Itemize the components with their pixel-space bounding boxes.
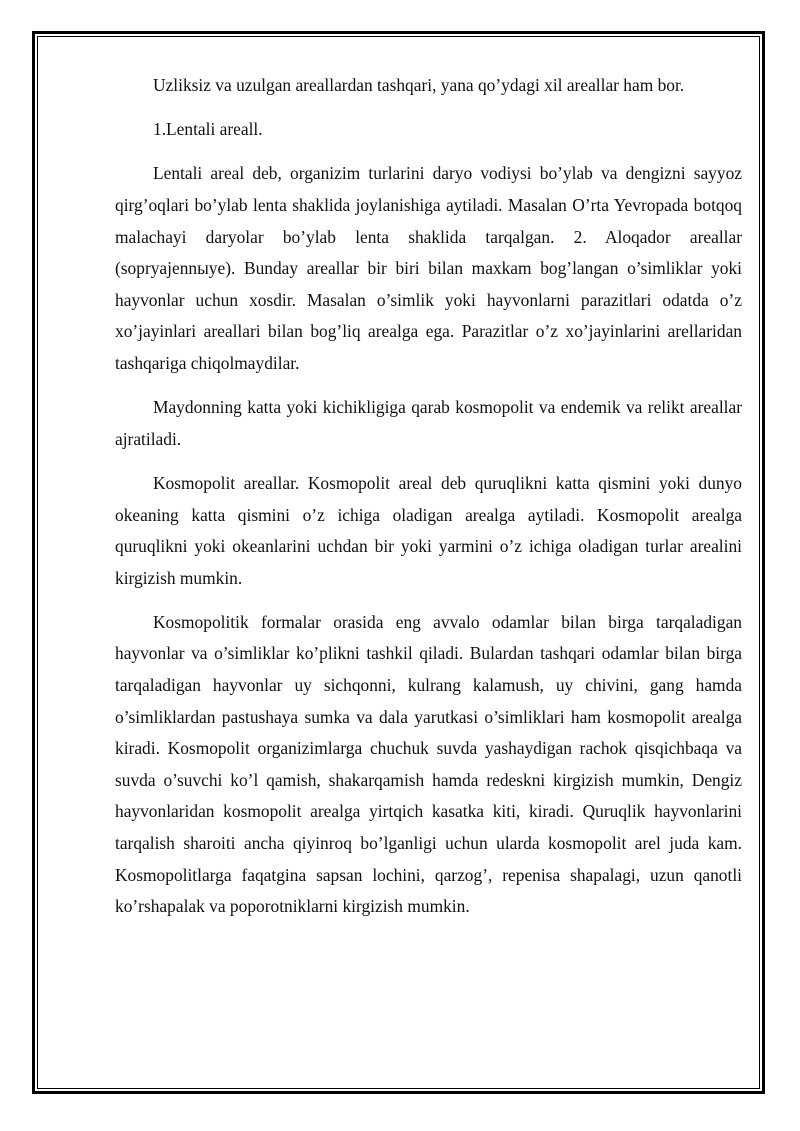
paragraph-intro: Uzliksiz va uzulgan areallardan tashqari, yana qo’ydagi xil areallar ham bor.: [153, 75, 685, 95]
document-body: [115, 70, 742, 935]
paragraph-kosmopolitik-formalar: Kosmopolitik formalar orasida eng avvalo odamlar bilan birga tarqaladigan hayvonlar va o’simliklar ko’plikni tashkil qiladi. Bulardan tashqari odamlar bilan birga tarqaladigan hayvonlar uy sichqonni, kulrang kalamush, uy chivini, gang hamda o’simliklardan pastushaya sumka va dala yarutkasi o’simliklari ham kosmopolit arealga kiradi. Kosmopolit organizimlarga chuchuk suvda yashaydigan rachok qisqichbaqa va suvda o’suvchi ko’l qamish, shakarqamish hamda redeskni kirgizish mumkin, Dengiz hayvonlaridan kosmopolit arealga yirtqich kasatka kiti, kiradi. Quruqlik hayvonlarini tarqalish sharoiti ancha qiyinroq bo’lganligi uchun ularda kosmopolit arel juda kam. Kosmopolitlarga faqatgina sapsan lochini, qarzog’, repenisa shapalagi, uzun qanotli ko’rshapalak va poporotniklarni kirgizish mumkin.: [115, 611, 742, 917]
section-heading-lentali-areal: 1.Lentali areall.: [153, 119, 263, 140]
paragraph-lentali-areal: Lentali areal deb, organizim turlarini daryo vodiysi bo’ylab va dengizni sayyoz qirg’oqlari bo’ylab lenta shaklida joylanishiga aytiladi. Masalan O’rta Yevropada botqoq malachayi daryolar bo’ylab lenta shaklida tarqalgan. 2. Aloqador areallar (sopryajennыye). Bunday areallar bir biri bilan maxkam bog’langan o’simliklar yoki hayvonlar uchun xosdir. Masalan o’simlik yoki hayvonlarni parazitlari odatda o’z xo’jayinlari areallari bilan bog’liq arealga ega. Parazitlar o’z xo’jayinlarini arellaridan tashqariga chiqolmaydilar.: [115, 163, 742, 373]
paragraph-maydon: Maydonning katta yoki kichikligiga qarab kosmopolit va endemik va relikt areallar ajratiladi.: [115, 397, 742, 449]
paragraph-kosmopolit-areallar: Kosmopolit areallar. Kosmopolit areal deb quruqlikni katta qismini yoki dunyo okeaning katta qismini o’z ichiga oladigan arealga aytiladi. Kosmopolit arealga quruqlikni yoki okeanlarini uchdan bir yoki yarmini o’z ichiga oladigan turlar arealini kirgizish mumkin.: [115, 472, 742, 588]
